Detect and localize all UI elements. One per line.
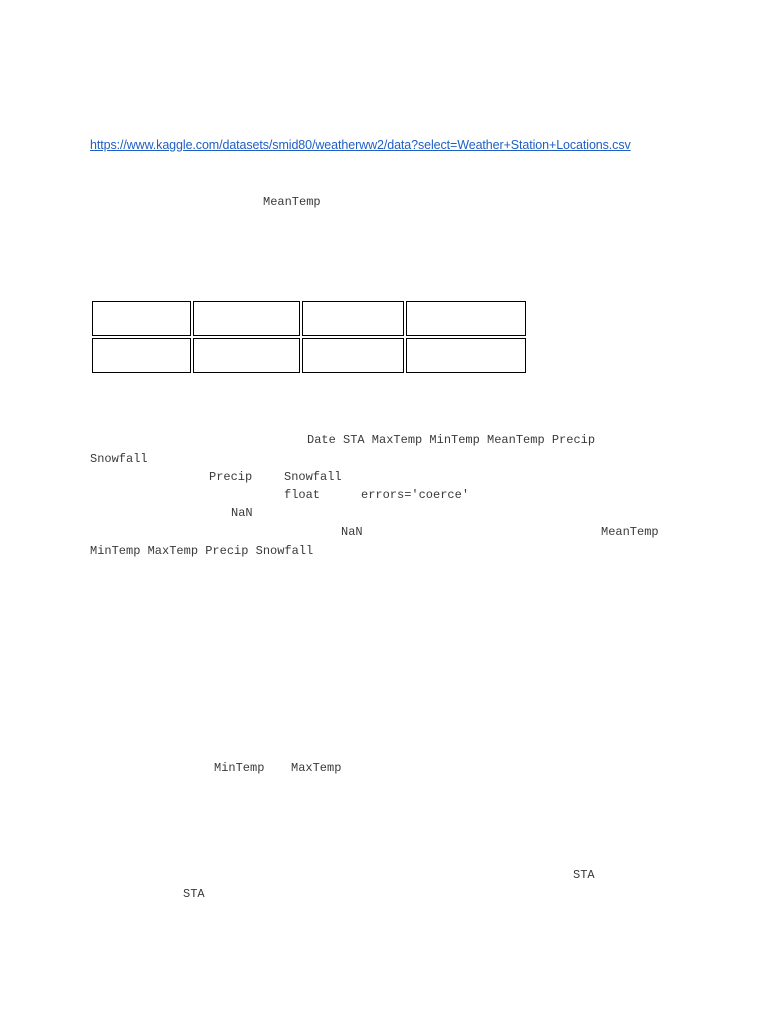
code-fragment-sta: STA	[183, 887, 205, 901]
code-fragment-nan: NaN	[341, 525, 363, 539]
kaggle-dataset-link[interactable]: https://www.kaggle.com/datasets/smid80/weatherww2/data?select=Weather+Station+Locations.csv	[90, 138, 631, 152]
table-cell	[193, 338, 300, 373]
code-fragment-column-names: Date STA MaxTemp MinTemp MeanTemp Precip	[307, 433, 596, 447]
code-fragment-maxtemp: MaxTemp	[291, 761, 342, 775]
code-fragment-precip: Precip	[209, 470, 253, 484]
table-cell	[92, 301, 191, 336]
code-fragment-meantemp: MeanTemp	[601, 525, 659, 539]
code-fragment-meantemp: MeanTemp	[263, 195, 321, 209]
table-cell	[406, 338, 526, 373]
table-cell	[302, 338, 404, 373]
code-fragment-column-list: MinTemp MaxTemp Precip Snowfall	[90, 544, 314, 558]
code-fragment-float: float	[284, 488, 321, 502]
table-cell	[406, 301, 526, 336]
table-cell	[193, 301, 300, 336]
code-fragment-snowfall: Snowfall	[284, 470, 342, 484]
code-fragment-snowfall: Snowfall	[90, 452, 148, 466]
table-cell	[302, 301, 404, 336]
code-fragment-mintemp: MinTemp	[214, 761, 265, 775]
code-fragment-errors-coerce: errors='coerce'	[361, 488, 470, 502]
code-fragment-sta: STA	[573, 868, 595, 882]
code-fragment-nan: NaN	[231, 506, 253, 520]
table-cell	[92, 338, 191, 373]
